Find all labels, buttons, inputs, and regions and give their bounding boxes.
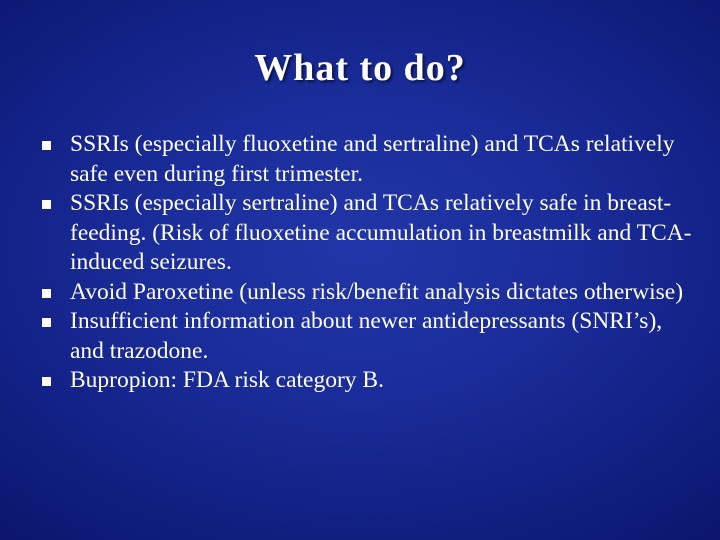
square-bullet-icon: [42, 318, 51, 327]
bullet-text: Avoid Paroxetine (unless risk/benefit analysis dictates otherwise): [70, 278, 684, 305]
square-bullet-icon: [42, 377, 51, 386]
bullet-text: Insufficient information about newer antidepressants (SNRI’s), and trazodone.: [70, 308, 663, 364]
list-item: [42, 366, 692, 396]
bullet-text: SSRIs (especially fluoxetine and sertraline) and TCAs relatively safe even during first trimester.: [70, 131, 675, 187]
list-item: [42, 130, 692, 189]
list-item: [42, 278, 692, 308]
square-bullet-icon: [42, 289, 51, 298]
square-bullet-icon: [42, 141, 51, 150]
bullet-text: Bupropion: FDA risk category B.: [70, 367, 384, 393]
slide-title: What to do?: [254, 47, 466, 89]
list-item: [42, 307, 692, 366]
list-item: [42, 189, 692, 278]
bullet-list: [42, 130, 692, 396]
square-bullet-icon: [42, 200, 51, 209]
bullet-text: SSRIs (especially sertraline) and TCAs relatively safe in breast-feeding. (Risk of fluoxetine accumulation in breastmilk and TCA-induced seizures.: [70, 190, 692, 275]
